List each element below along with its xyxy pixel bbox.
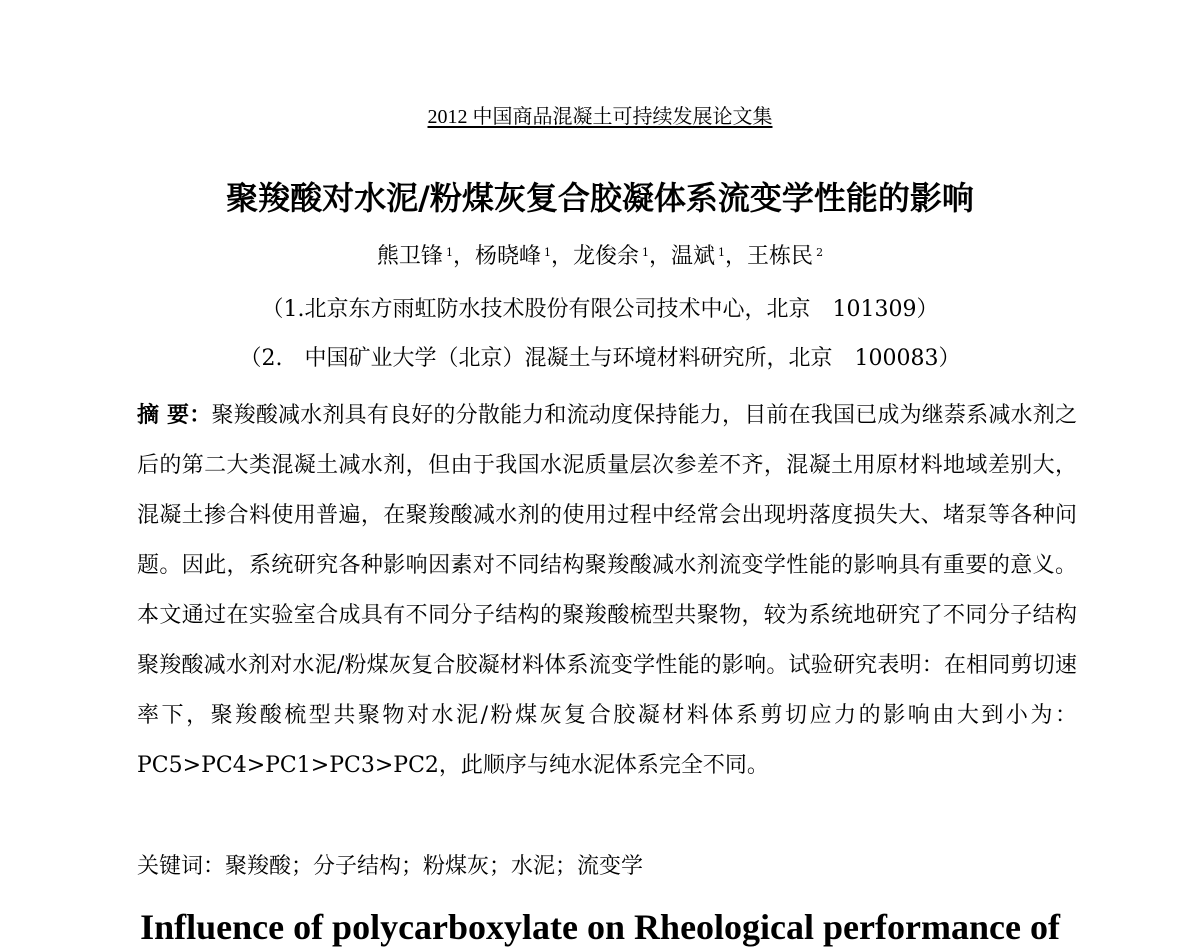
author-list: 熊卫锋 $^1$，杨晓峰 $^1$，龙俊余 $^1$，温斌 $^1$，王栋民 $^2$ <box>376 244 824 269</box>
affiliation-2: （2. 中国矿业大学（北京）混凝土与环境材料研究所，北京 100083） <box>239 346 961 371</box>
english-title: Influence of polycarboxylate on Rheological performance of <box>140 907 1060 947</box>
abstract-text: 聚羧酸减水剂具有良好的分散能力和流动度保持能力，目前在我国已成为继萘系减水剂之后的第二大类混凝土减水剂，但由于我国水泥质量层次参差不齐，混凝土用原材料地域差别大，混凝土掺合料使用普遍，在聚羧酸减水剂的使用过程中经常会出现坍落度损失大、堵泵等各种问题。因此，系统研究各种影响因素对不同结构聚羧酸减水剂流变学性能的影响具有重要的意义。本文通过在实验室合成具有不同分子结构的聚羧酸梳型共聚物，较为系统地研究了不同分子结构聚羧酸减水剂对水泥/粉煤灰复合胶凝材料体系流变学性能的影响。试验研究表明：在相同剪切速率下，聚羧酸梳型共聚物对水泥/粉煤灰复合胶凝材料体系剪切应力的影响由大到小为：PC5>PC4>PC1>PC3>PC2，此顺序与纯水泥体系完全不同。 <box>137 403 1077 778</box>
keywords: 关键词：聚羧酸；分子结构；粉煤灰；水泥；流变学 <box>137 854 644 879</box>
author: 杨晓峰 $^1$ <box>474 244 551 269</box>
running-head <box>0 103 1200 131</box>
running-head-text: 2012 中国商品混凝土可持续发展论文集 <box>427 106 773 128</box>
abstract-label: 摘 要： <box>137 402 212 428</box>
author: 龙俊余 $^1$ <box>572 244 649 269</box>
abstract <box>137 390 1077 791</box>
author: 王栋民 $^2$ <box>747 244 824 269</box>
affiliation-1: （1.北京东方雨虹防水技术股份有限公司技术中心，北京 101309） <box>261 297 939 322</box>
paper-title: 聚羧酸对水泥/粉煤灰复合胶凝体系流变学性能的影响 <box>226 179 974 217</box>
author: 温斌 $^1$ <box>671 244 726 269</box>
author: 熊卫锋 $^1$ <box>376 244 453 269</box>
